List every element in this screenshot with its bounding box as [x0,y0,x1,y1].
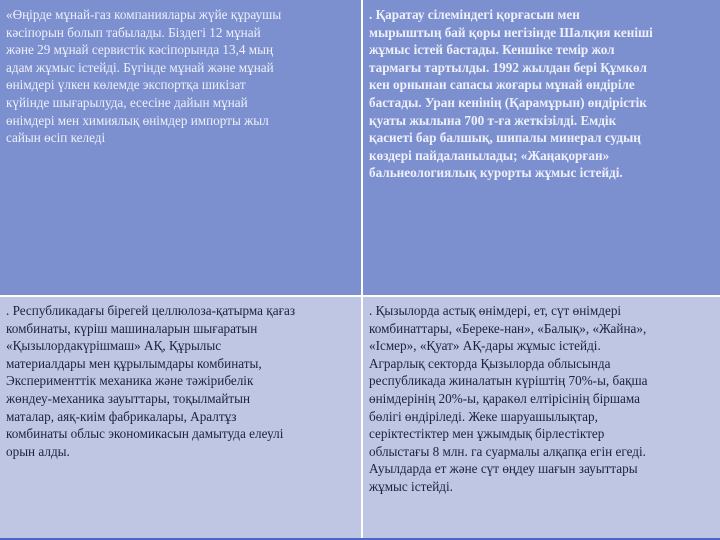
cell-text-line: Ауылдарда ет және сүт өңдеу шағын зауыттары [369,461,638,477]
cell-text-line: . Қаратау сілеміндегі қорғасын мен [369,7,580,22]
cell-text-line: жұмыс істей бастады. Кеншіке темір жол [369,42,615,58]
row-divider [0,295,720,297]
cell-text-line: «Ісмер», «Қуат» АҚ-дары жұмыс істейді. [369,338,601,354]
cell-text-line: күйінде шығарылуда, есесіне дайын мұнай [6,94,248,110]
cell-text-line: комбинаты, күріш машиналарын шығаратын [6,320,258,336]
table-cell-oil-gas [0,0,363,296]
cell-text-line: бастады. Уран кенінің (Қарамұрын) өндірістік [369,94,647,110]
cell-text-line: серіктестіктер мен ұжымдық бірлестіктер [369,426,605,442]
cell-text-line: қасиеті бар балшық, шипалы минерал судың [369,130,641,146]
column-divider [361,0,363,540]
cell-text-line: комбинаты облыс экономикасын дамытуда елеулі [6,426,284,442]
cell-text-line: өнімдері үлкен көлемде экспортқа шикізат [6,77,246,93]
cell-text-line: облыстағы 8 млн. га суармалы алқапқа егін егеді. [369,443,646,459]
cell-text-line: қуаты жылына 700 т-ға жеткізілді. Емдік [369,112,617,128]
cell-text-line: маталар, аяқ-киім фабрикалары, Аралтұз [6,408,237,424]
cell-text-line: «Қызылордакүрішмаш» АҚ, Құрылыс [6,338,222,354]
cell-text-line: комбинаттары, «Береке-нан», «Балық», «Жайна», [369,320,647,336]
cell-text-line: сайын өсіп келеді [6,130,106,146]
cell-text-line: өнімдері мен химиялық өнімдер импорты жыл [6,112,269,128]
table-cell-agriculture [363,296,720,540]
cell-text-line: өнімдерінің 20%-ы, қаракөл елтірісінің біршама [369,390,640,406]
cell-text-line: адам жұмыс істейді. Бүгінде мұнай және мұнай [6,59,274,75]
table-cell-industry-plants [0,296,363,540]
cell-text-line: және 29 мұнай сервистік кәсіпорында 13,4 мың [6,42,274,58]
cell-text-line: жөндеу-механика зауыттары, тоқылмайтын [6,390,251,406]
cell-text-line: орын алды. [6,443,70,459]
cell-text-line: бөлігі өндіріледі. Жеке шаруашылықтар, [369,408,598,424]
cell-text-line: материалдары мен құрылымдары комбинаты, [6,355,262,371]
cell-text-line: . Республикадағы бірегей целлюлоза-қатырма қағаз [6,303,296,318]
cell-text-line: жұмыс істейді. [369,478,453,494]
cell-text-line: мырыштың бай қоры негізінде Шалқия кеніші [369,24,653,40]
cell-text-line: «Өңірде мұнай-газ компаниялары жүйе құраушы [6,7,282,22]
cell-text-line: бальнеологиялық курорты жұмыс істейді. [369,165,623,181]
table-cell-karatau-mining [363,0,720,296]
cell-text-line: республикада жиналатын күріштің 70%-ы, бақша [369,373,648,389]
cell-text-line: Эксперименттік механика және тәжірибелік [6,373,254,389]
cell-text-line: Аграрлық секторда Қызылорда облысында [369,355,611,371]
cell-text-line: тармағы тартылды. 1992 жылдан бері Құмкөл [369,59,647,75]
cell-text-line: . Қызылорда астық өнімдері, ет, сүт өнімдері [369,303,622,318]
cell-text-line: көздері пайдаланылады; «Жаңақорған» [369,147,610,163]
cell-text-line: кен орнынан сапасы жоғары мұнай өндіріле [369,77,635,93]
cell-text-line: кәсіпорын болып табылады. Біздегі 12 мұнай [6,24,261,40]
